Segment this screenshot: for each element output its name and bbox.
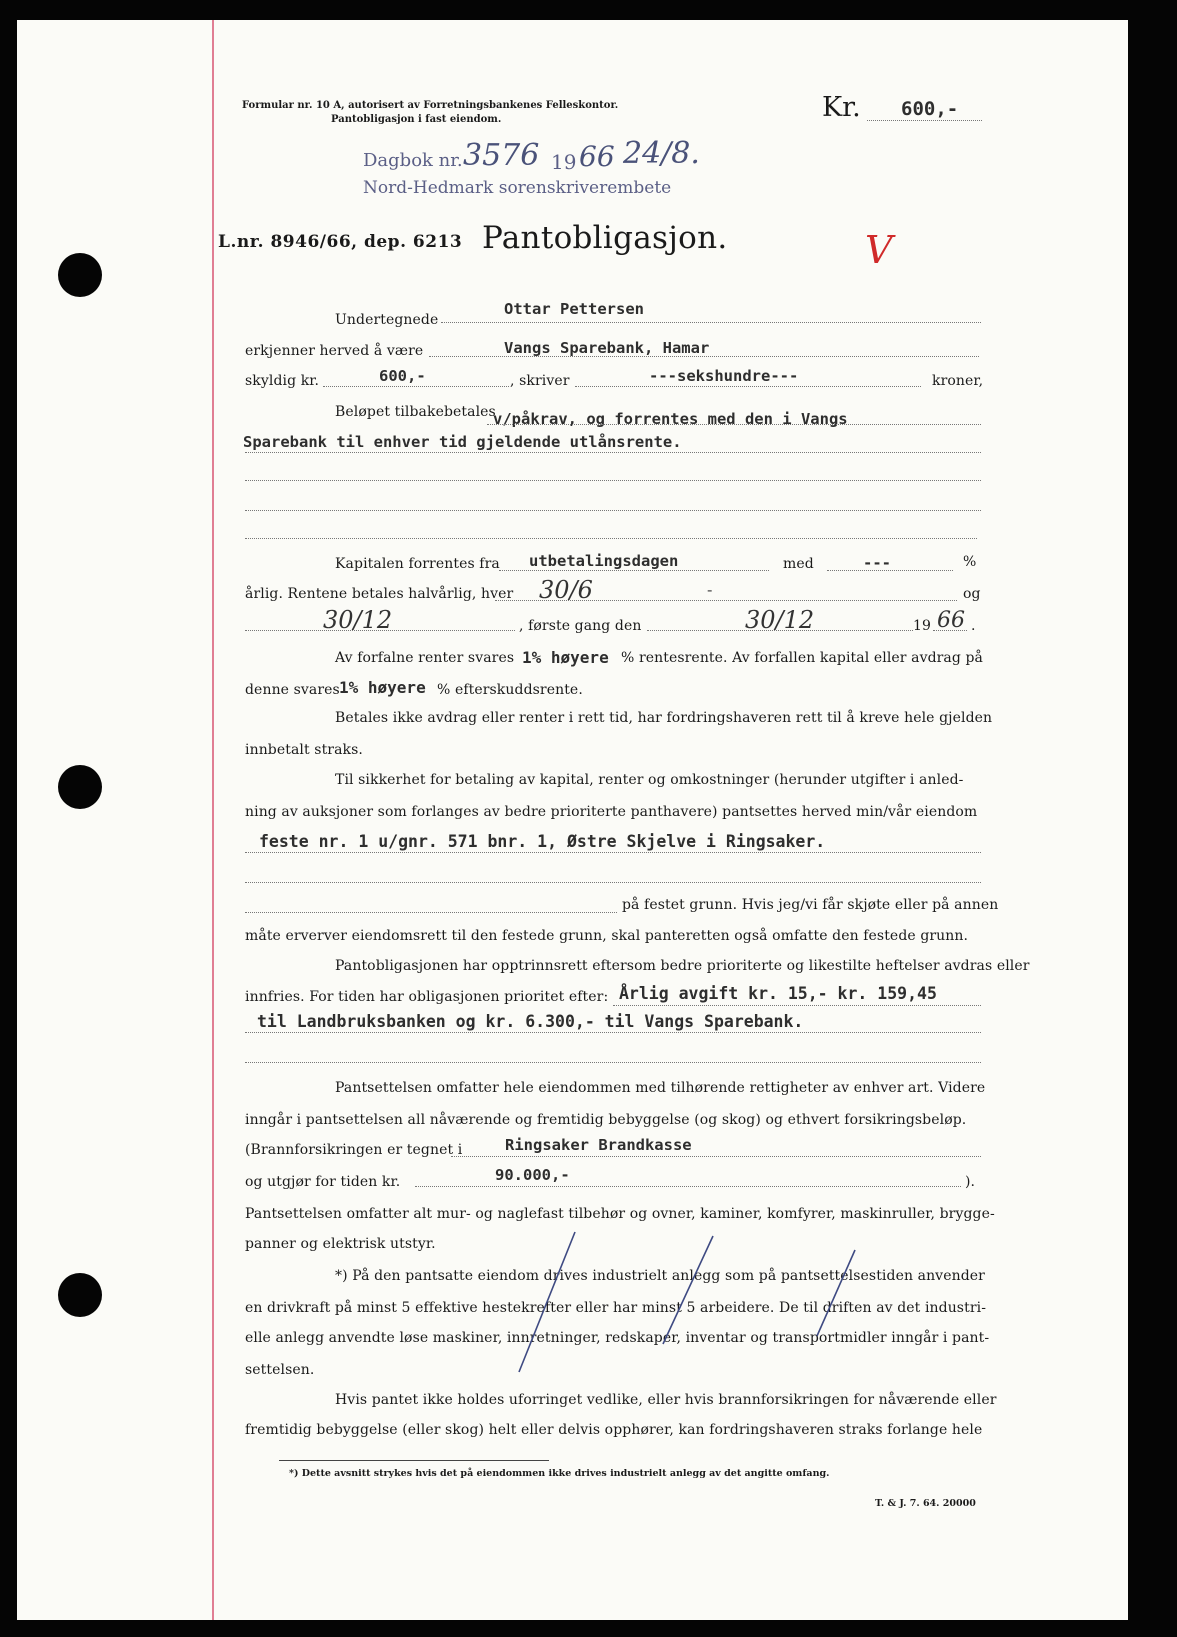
brann-fill [451,1156,981,1157]
forste-value: 30/12 [745,606,815,634]
hvis-line-2: fremtidig bebyggelse (eller skog) helt eller delvis opphører, kan fordringshaveren straks forlange hele [245,1422,983,1438]
skyldig-fill [323,386,509,387]
utgjor-fill [415,1186,961,1187]
arlig-mark: - [707,580,713,599]
kr-amount: 600,- [901,98,959,120]
til-line-2: ning av auksjoner som forlanges av bedre prioriterte panthavere) pantsettes herved min/vår eiendom [245,804,978,820]
formular-line-1: Formular nr. 10 A, autorisert av Forretningsbankenes Felleskontor. [242,100,619,111]
med-label: med [783,556,814,572]
arlig-value: 30/6 [539,576,593,604]
dagbok-label: Dagbok nr. [363,150,463,171]
kapitalen-fill [499,570,769,571]
kapitalen-value: utbetalingsdagen [529,552,679,570]
og-label: og [963,586,981,602]
ind-line-3: elle anlegg anvendte løse maskiner, innretninger, redskaper, inventar og transportmidler inngår i pant- [245,1330,990,1346]
prioritet-value-2: til Landbruksbanken og kr. 6.300,- til Vangs Sparebank. [257,1012,804,1031]
margin-rule [212,20,214,1620]
kr-label: Kr. [822,92,861,123]
year-value: 66 [937,608,965,633]
denne-pre: denne svares [245,682,340,698]
dagbok-year-prefix: 19 [551,150,577,174]
footnote: *) Dette avsnitt strykes hvis det på eiendommen ikke drives industrielt anlegg av det angitte omfang. [289,1468,830,1479]
skriver-value: ---sekshundre--- [649,367,799,385]
til-line-1: Til sikkerhet for betaling av kapital, renter og omkostninger (herunder utgifter i anled- [335,772,964,788]
eiendom-value: feste nr. 1 u/gnr. 571 bnr. 1, Østre Skjelve i Ringsaker. [259,832,826,851]
arlig-fill [495,600,957,601]
prioritet-fill-1 [613,1005,981,1006]
hvis-line-1: Hvis pantet ikke holdes uforringet vedlike, eller hvis brannforsikringen for nåværende eller [335,1392,997,1408]
formular-line-2: Pantobligasjon i fast eiendom. [331,114,502,125]
document-page [17,20,1128,1620]
forfalne-post: % rentesrente. Av forfallen kapital eller avdrag på [621,650,984,666]
mate-line: måte erverver eiendomsrett til den festede grunn, skal panteretten også omfatte den festede grunn. [245,928,969,944]
second-date: 30/12 [323,606,393,634]
dagbok-number: 3576 [463,138,540,173]
skyldig-label: skyldig kr. [245,373,320,389]
panto-line-2: innfries. For tiden har obligasjonen prioritet efter: [245,989,609,1005]
dagbok-year-suffix: 66 [579,140,615,173]
percent-sign: % [963,554,977,570]
erkjenner-value: Vangs Sparebank, Hamar [504,339,710,357]
office-stamp: Nord-Hedmark sorenskriverembete [363,178,672,198]
betales-line-1: Betales ikke avdrag eller renter i rett tid, har fordringshaveren rett til å kreve hele gjelden [335,710,993,726]
kr-fill-line [867,120,982,121]
kroner-label: kroner, [932,373,984,389]
arlig-label: årlig. Rentene betales halvårlig, hver [245,586,514,602]
prioritet-fill-2 [245,1032,981,1033]
denne-post: % efterskuddsrente. [437,682,583,698]
ind-line-4: settelsen. [245,1362,315,1378]
forste-fill [647,630,913,631]
forfalne-value: 1% høyere [522,648,609,667]
belopet-fill-2 [245,452,981,453]
panto-line-1: Pantobligasjonen har opptrinnsrett eftersom bedre prioriterte og likestilte heftelser avdras eller [335,958,1030,974]
belopet-label: Beløpet tilbakebetales [335,404,496,420]
margin-mark: V [865,228,893,272]
utgjor-value: 90.000,- [495,1166,570,1184]
belopet-value-1: v/påkrav, og forrentes med den i Vangs [493,410,848,428]
belopet-fill-5 [245,538,977,539]
festet-line: på festet grunn. Hvis jeg/vi får skjøte eller på annen [622,897,999,913]
med-value: --- [863,554,891,572]
belopet-fill-3 [245,480,981,481]
belopet-value-2: Sparebank til enhver tid gjeldende utlånsrente. [243,433,682,451]
year-prefix: 19 [913,618,932,634]
undertegnede-value: Ottar Pettersen [504,300,644,318]
punch-hole [58,253,102,297]
betales-line-2: innbetalt straks. [245,742,363,758]
prioritet-fill-3 [245,1062,981,1063]
eiendom-fill-2 [245,882,981,883]
belopet-fill-1 [487,424,981,425]
printer-mark: T. & J. 7. 64. 20000 [875,1498,976,1509]
omfatter-line-1: Pantsettelsen omfatter hele eiendommen med tilhørende rettigheter av enhver art. Videre [335,1080,986,1096]
utgjor-label: og utgjør for tiden kr. [245,1174,401,1190]
brann-label: (Brannforsikringen er tegnet i [245,1142,463,1158]
prioritet-value-1: Årlig avgift kr. 15,- kr. 159,45 [619,984,937,1003]
forste-label: , første gang den [519,618,642,634]
erkjenner-label: erkjenner herved å være [245,343,424,359]
mur-line-2: panner og elektrisk utstyr. [245,1236,436,1252]
punch-hole [58,765,102,809]
undertegnede-fill [441,322,981,323]
ind-line-2: en drivkraft på minst 5 effektive hestekrefter eller har minst 5 arbeidere. De til driften av det industri- [245,1300,987,1316]
belopet-fill-4 [245,510,981,511]
forfalne-pre: Av forfalne renter svares [335,650,515,666]
skyldig-value: 600,- [379,367,426,385]
second-date-fill [245,630,515,631]
skriver-fill [575,386,921,387]
mur-line-1: Pantsettelsen omfatter alt mur- og naglefast tilbehør og ovner, kaminer, komfyrer, maskinruller, brygge- [245,1206,995,1222]
punch-hole [58,1273,102,1317]
year-period: . [971,618,976,634]
dagbok-date: 24/8. [623,136,700,171]
med-fill [827,570,953,571]
year-fill [933,630,967,631]
lnr-reference: L.nr. 8946/66, dep. 6213 [218,232,463,252]
eiendom-fill-3 [245,912,617,913]
footnote-rule [279,1460,549,1461]
skriver-label: , skriver [510,373,570,389]
kapitalen-label: Kapitalen forrentes fra [335,556,500,572]
brann-value: Ringsaker Brandkasse [505,1136,692,1154]
document-title: Pantobligasjon. [482,220,728,256]
erkjenner-fill [429,356,979,357]
ind-line-1: *) På den pantsatte eiendom drives industrielt anlegg som på pantsettelsestiden anvender [335,1268,985,1284]
denne-value: 1% høyere [339,678,426,697]
omfatter-line-2: inngår i pantsettelsen all nåværende og fremtidig bebyggelse (og skog) og ethvert forsikringsbeløp. [245,1112,967,1128]
strike-marks [457,1226,877,1376]
utgjor-close: ). [965,1174,976,1190]
eiendom-fill-1 [245,852,981,853]
undertegnede-label: Undertegnede [335,312,439,328]
